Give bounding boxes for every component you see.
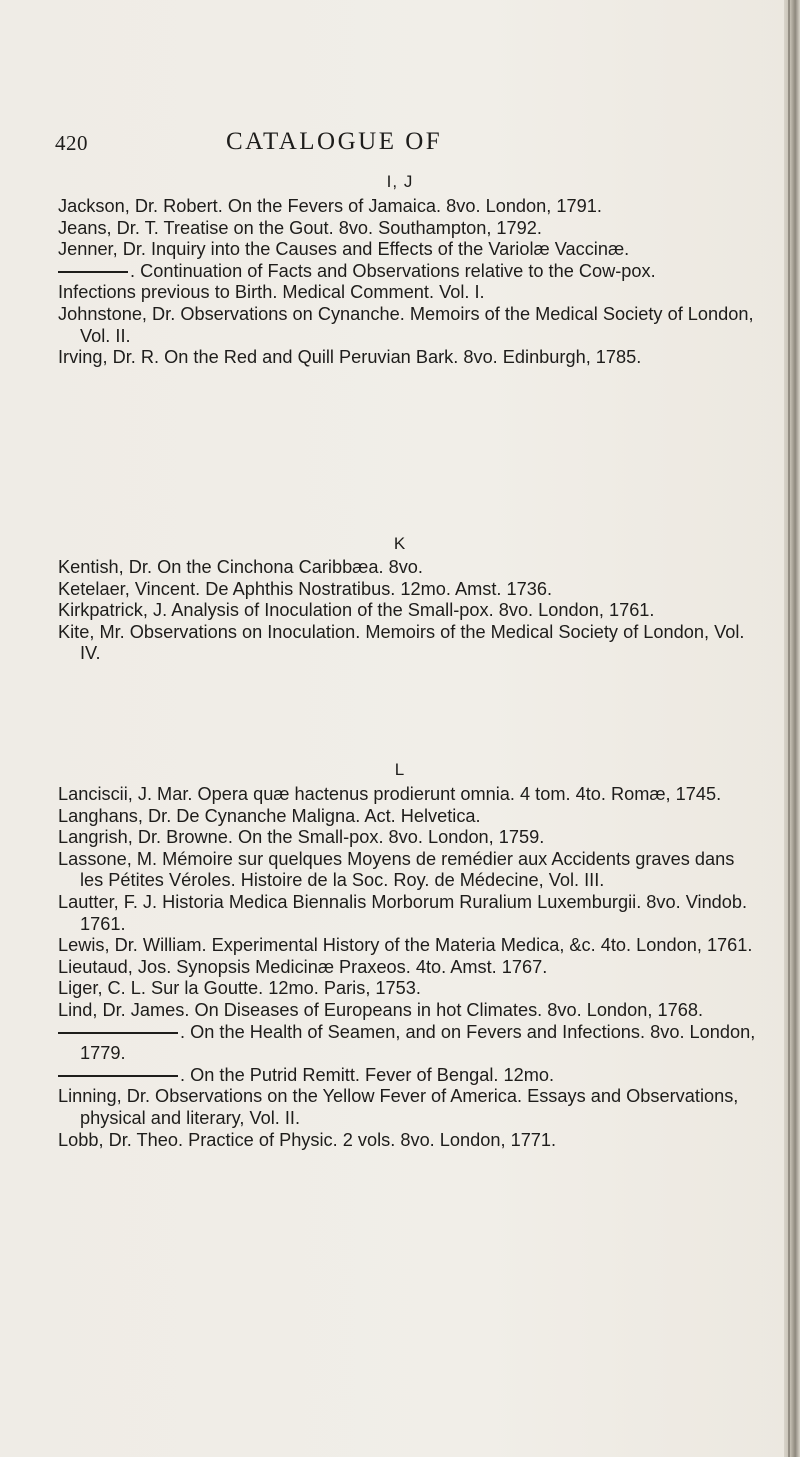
catalogue-entry: . Continuation of Facts and Observations relative to the Cow-pox. xyxy=(58,261,758,283)
book-spine-edge xyxy=(784,0,800,1457)
section-heading-ij: I, J xyxy=(386,172,414,191)
catalogue-entry: Infections previous to Birth. Medical Comment. Vol. I. xyxy=(58,282,485,303)
spine-shadow-line xyxy=(788,0,790,1457)
catalogue-entry: . On the Health of Seamen, and on Fevers and Infections. 8vo. London, 1779. xyxy=(58,1022,758,1065)
catalogue-entry: Lind, Dr. James. On Diseases of Europeans in hot Climates. 8vo. London, 1768. xyxy=(58,999,704,1020)
catalogue-entry: Lewis, Dr. William. Experimental History of the Materia Medica, &c. 4to. London, 1761. xyxy=(58,935,753,956)
section-heading-l: L xyxy=(394,760,406,779)
catalogue-entry: Kirkpatrick, J. Analysis of Inoculation of the Small-pox. 8vo. London, 1761. xyxy=(58,600,655,621)
catalogue-entry: Liger, C. L. Sur la Goutte. 12mo. Paris, 1753. xyxy=(58,978,421,999)
catalogue-entry: Langhans, Dr. De Cynanche Maligna. Act. Helvetica. xyxy=(58,805,481,826)
catalogue-entry: Lanciscii, J. Mar. Opera quæ hactenus prodierunt omnia. 4 tom. 4to. Romæ, 1745. xyxy=(58,784,722,804)
catalogue-entry: Jenner, Dr. Inquiry into the Causes and Effects of the Variolæ Vaccinæ. xyxy=(58,239,630,260)
catalogue-entry: Langrish, Dr. Browne. On the Small-pox. 8vo. London, 1759. xyxy=(58,827,545,848)
catalogue-entry: Johnstone, Dr. Observations on Cynanche. Memoirs of the Medical Society of London, Vol. II. xyxy=(58,303,754,346)
catalogue-entry: Lobb, Dr. Theo. Practice of Physic. 2 vols. 8vo. London, 1771. xyxy=(58,1129,557,1150)
catalogue-entry: Lassone, M. Mémoire sur quelques Moyens de remédier aux Accidents graves dans les Pétites Véroles. Histoire de la Soc. Roy. de Médecine, Vol. III. xyxy=(58,848,735,891)
ditto-dash xyxy=(58,1032,178,1034)
running-head: CATALOGUE OF xyxy=(226,128,443,155)
catalogue-entry: Irving, Dr. R. On the Red and Quill Peruvian Bark. 8vo. Edinburgh, 1785. xyxy=(58,347,642,368)
catalogue-entry: Lautter, F. J. Historia Medica Biennalis Morborum Ruralium Luxemburgii. 8vo. Vindob. 1761. xyxy=(58,891,748,934)
catalogue-entry: . On the Putrid Remitt. Fever of Bengal. 12mo. xyxy=(58,1065,758,1087)
catalogue-entry: Ketelaer, Vincent. De Aphthis Nostratibus. 12mo. Amst. 1736. xyxy=(58,578,553,599)
section-k-entries xyxy=(58,557,758,665)
section-heading-k: K xyxy=(393,534,407,553)
ditto-dash xyxy=(58,271,128,273)
section-ij-entries xyxy=(58,196,758,369)
ditto-dash xyxy=(58,1075,178,1077)
catalogue-entry: Jeans, Dr. T. Treatise on the Gout. 8vo. Southampton, 1792. xyxy=(58,217,542,238)
section-l-entries xyxy=(58,784,758,1151)
catalogue-entry: Kite, Mr. Observations on Inoculation. Memoirs of the Medical Society of London, Vol. IV. xyxy=(58,621,745,664)
catalogue-entry: Kentish, Dr. On the Cinchona Caribbæa. 8vo. xyxy=(58,557,423,577)
catalogue-entry: Jackson, Dr. Robert. On the Fevers of Jamaica. 8vo. London, 1791. xyxy=(58,196,602,216)
catalogue-entry: Lieutaud, Jos. Synopsis Medicinæ Praxeos. 4to. Amst. 1767. xyxy=(58,956,548,977)
page-number: 420 xyxy=(55,131,88,155)
catalogue-entry: Linning, Dr. Observations on the Yellow Fever of America. Essays and Observations, physical and literary, Vol. II. xyxy=(58,1086,739,1128)
